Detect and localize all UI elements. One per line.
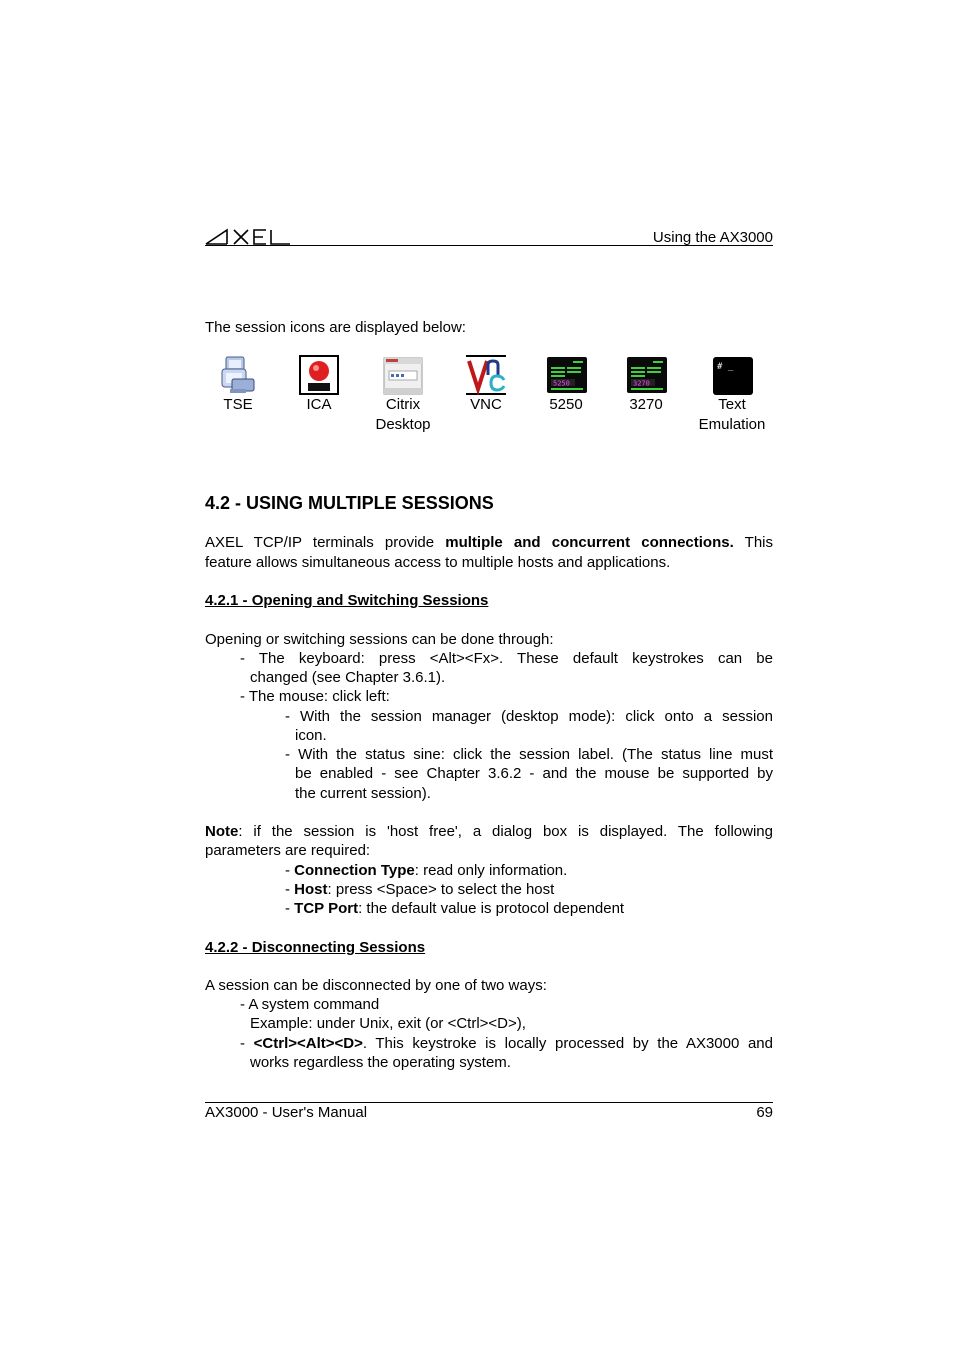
- icon-label-citrix-line2: Desktop: [375, 416, 431, 433]
- param-tcp-port-label: TCP Port: [294, 900, 359, 917]
- sub1-bullet1-line2: changed (see Chapter 3.6.1).: [250, 669, 446, 686]
- param-connection-type-label: Connection Type: [294, 862, 415, 879]
- para1-text-b: This: [744, 534, 773, 551]
- param-connection-type-text: : read only information.: [414, 862, 568, 879]
- subsection-4-2-2-heading: 4.2.2 - Disconnecting Sessions: [205, 939, 426, 956]
- icon-label-5250: 5250: [549, 396, 583, 413]
- note-label: Note: [205, 823, 239, 840]
- footer-page-number: 69: [756, 1104, 773, 1121]
- note-line1: [205, 822, 773, 841]
- terminal-5250-icon: [547, 357, 587, 397]
- axel-logo-graphic: [205, 226, 291, 246]
- sub2-bullet1-example: Example: under Unix, exit (or <Ctrl><D>),: [250, 1015, 526, 1032]
- section-para1-line1: [205, 533, 773, 552]
- param-tcp-port: - TCP Port: the default value is protocol dependent: [285, 900, 625, 917]
- footer-manual-title: AX3000 - User's Manual: [205, 1104, 368, 1121]
- header-rule: [205, 245, 773, 246]
- sub1-bullet3-line1: - With the session manager (desktop mode): click onto a session: [285, 708, 773, 725]
- note-text: : if the session is 'host free', a dialog box is displayed. The following: [238, 823, 773, 840]
- subsection-4-2-1-title: [205, 591, 773, 610]
- section-title: 4.2 - USING MULTIPLE SESSIONS: [205, 493, 494, 513]
- sub2-bullet2-line2: works regardless the operating system.: [250, 1054, 511, 1071]
- icon-label-ica: ICA: [306, 396, 332, 413]
- sub2-bullet2-keys: <Ctrl><Alt><D>: [253, 1035, 363, 1052]
- sub1-bullet4-line2: be enabled - see Chapter 3.6.2 - and the mouse be supported by: [295, 765, 773, 782]
- axel-logo: [205, 226, 291, 246]
- text-emulation-screen-text: # _: [717, 362, 734, 372]
- vnc-icon: [466, 355, 506, 395]
- icon-label-text-line2: Emulation: [698, 416, 766, 433]
- sub2-bullet1: - A system command: [240, 996, 380, 1013]
- icon-label-vnc: VNC: [470, 396, 502, 413]
- sub1-bullet4-line1: - With the status sine: click the session label. (The status line must: [285, 746, 773, 763]
- para1-bold: multiple and concurrent connections.: [445, 534, 734, 551]
- sub2-bullet2-text: . This keystroke is locally processed by the AX3000 and: [362, 1035, 773, 1052]
- icon-label-citrix-line1: Citrix: [385, 396, 421, 413]
- note-line2: parameters are required:: [205, 842, 371, 859]
- sub1-bullet4-line3: the current session).: [295, 785, 431, 802]
- subsection-4-2-1-heading: 4.2.1 - Opening and Switching Sessions: [205, 592, 489, 609]
- sub1-bullet2: - The mouse: click left:: [240, 688, 390, 705]
- sub1-intro: Opening or switching sessions can be done through:: [205, 631, 554, 648]
- para1-text-a: AXEL TCP/IP terminals provide: [205, 534, 435, 551]
- ica-icon: [299, 355, 339, 395]
- citrix-desktop-icon: [383, 357, 423, 397]
- intro-text: The session icons are displayed below:: [205, 319, 466, 336]
- section-para1-line2: feature allows simultaneous access to multiple hosts and applications.: [205, 554, 671, 571]
- icon-label-tse: TSE: [223, 396, 253, 413]
- sub1-bullet1-line1: - The keyboard: press <Alt><Fx>. These default keystrokes can be: [240, 650, 773, 667]
- icon-label-text-line1: Text: [718, 396, 746, 413]
- param-tcp-port-text: : the default value is protocol dependent: [358, 900, 625, 917]
- terminal-3270-screen-text: 3270: [633, 379, 650, 388]
- terminal-5250-screen-text: 5250: [553, 379, 570, 388]
- sub1-bullet3-line2: icon.: [295, 727, 327, 744]
- subsection-4-2-2-title: [205, 938, 773, 957]
- sub2-intro: A session can be disconnected by one of two ways:: [205, 977, 547, 994]
- sub2-bullet2-line1: - <Ctrl><Alt><D>. This keystroke is locally processed by the AX3000 and: [240, 1035, 773, 1052]
- tse-computer-icon: [218, 355, 258, 395]
- param-host: - Host: press <Space> to select the host: [285, 881, 555, 898]
- text-emulation-icon: [713, 357, 753, 397]
- param-connection-type: - Connection Type: read only information.: [285, 862, 568, 879]
- header-section-title: Using the AX3000: [652, 229, 773, 246]
- icon-label-3270: 3270: [629, 396, 663, 413]
- param-host-text: : press <Space> to select the host: [327, 881, 555, 898]
- terminal-3270-icon: [627, 357, 667, 397]
- param-host-label: Host: [294, 881, 328, 898]
